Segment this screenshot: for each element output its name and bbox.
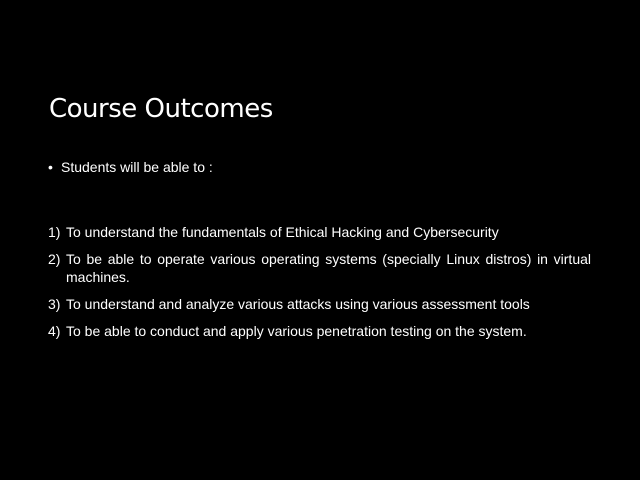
outcome-item-4 [48, 322, 591, 340]
outcome-text: To understand the fundamentals of Ethical Hacking and Cybersecurity [66, 224, 499, 240]
outcome-number: 4) [48, 323, 61, 339]
outcome-number: 2) [48, 251, 61, 267]
intro-bullet-text: Students will be able to : [61, 159, 213, 175]
outcome-item-2 [48, 250, 591, 286]
outcome-text: To be able to conduct and apply various penetration testing on the system. [66, 323, 527, 339]
outcome-text: To be able to operate various operating systems (specially Linux distros) in virtual machines. [66, 251, 591, 285]
outcomes-list [48, 223, 591, 349]
slide-title: Course Outcomes [49, 94, 273, 124]
outcome-item-3 [48, 295, 591, 313]
bullet-marker: • [48, 159, 53, 175]
intro-bullet [48, 159, 213, 175]
outcome-item-1 [48, 223, 591, 241]
outcome-number: 1) [48, 224, 61, 240]
outcome-text: To understand and analyze various attacks using various assessment tools [66, 296, 530, 312]
outcome-number: 3) [48, 296, 61, 312]
